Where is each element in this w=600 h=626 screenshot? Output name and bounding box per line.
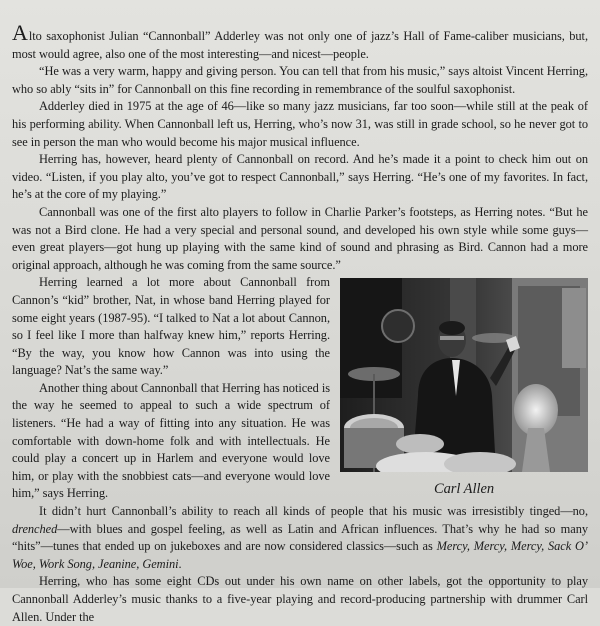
carl-allen-photo	[340, 278, 588, 472]
paragraph-9: Herring, who has some eight CDs out under his own name on other labels, got the opportunity to play Cannonball Adderley’s music thanks to a five-year playing and record-producing partnership with drummer Carl Allen. Under the	[12, 574, 588, 624]
drummer-illustration	[340, 278, 588, 472]
paragraph-2: “He was a very warm, happy and giving person. You can tell that from his music,” says altoist Vincent Herring, who so ably “sits in” for Cannonball on this fine recording in remembrance of the soulful saxophonist.	[12, 64, 588, 96]
paragraph-5: Cannonball was one of the first alto players to follow in Charlie Parker’s footsteps, as Herring notes. “But he was not a Bird clone. He had a very special and personal sound, and developed his own style while some guys—even great players—got hung up playing with the same kind of sound and phrasing as Bird. Cannon had a more original approach, although he was coming from the same source.”	[12, 204, 588, 272]
drop-cap: A	[12, 20, 28, 45]
photo-figure	[340, 278, 588, 501]
paragraph-8-text-b: —with blues and gospel feeling, as well as Latin and African influences. That’s why he had so many “hits”—tunes that ended up on jukeboxes and are now considered classics—such as	[12, 521, 588, 554]
paragraph-3: Adderley died in 1975 at the age of 46—like so many jazz musicians, far too soon—while still at the peak of his performing ability. When Cannonball left us, Herring, who’s now 31, was still in grade school, so he never got to see in person the man who would become his major musical influence.	[12, 99, 588, 149]
paragraph-8-text-c: .	[178, 556, 182, 571]
paragraph-1-text: lto saxophonist Julian “Cannonball” Adderley was not only one of jazz’s Hall of Fame-caliber musicians, but, most would agree, also one of the most interesting—and nicest—people.	[12, 29, 588, 61]
paragraph-1	[12, 22, 588, 63]
paragraph-8	[12, 503, 588, 573]
paragraph-6: Herring learned a lot more about Cannonball from Cannon’s “kid” brother, Nat, in whose band Herring played for some eight years (1987-95). “I talked to Nat a lot about Cannon, so I feel like I more than halfway knew him,” reports Herring. “By the way, you know how Cannon was into using the language? Nat’s the same way.”	[12, 275, 330, 378]
song-titles: Mercy, Mercy, Mercy, Sack O’ Woe, Work Song, Jeanine, Gemini	[12, 539, 588, 571]
paragraph-4: Herring has, however, heard plenty of Cannonball on record. And he’s made it a point to check him out on video. “Listen, if you play alto, you’ve got to respect Cannonball,” says Herring. “He’s one of my favorites. In fact, he’s at the core of my playing.”	[12, 152, 588, 202]
photo-caption: Carl Allen	[433, 481, 495, 498]
paragraph-8-emphasis: drenched	[12, 521, 58, 536]
paragraph-7: Another thing about Cannonball that Herring has noticed is the way he seemed to appeal to such a wide spectrum of listeners. “He had a way of fitting into any situation. He was comfortable with down-home folk and with intellectuals. He could play a concert up in Harlem and everyone would love him, or play with the snobbiest cats—and everyone would love him,” says Herring.	[12, 380, 330, 501]
paragraph-8-text-a: It didn’t hurt Cannonball’s ability to reach all kinds of people that his music was irresistibly tinged—no,	[39, 504, 588, 519]
liner-notes-text	[12, 22, 588, 626]
